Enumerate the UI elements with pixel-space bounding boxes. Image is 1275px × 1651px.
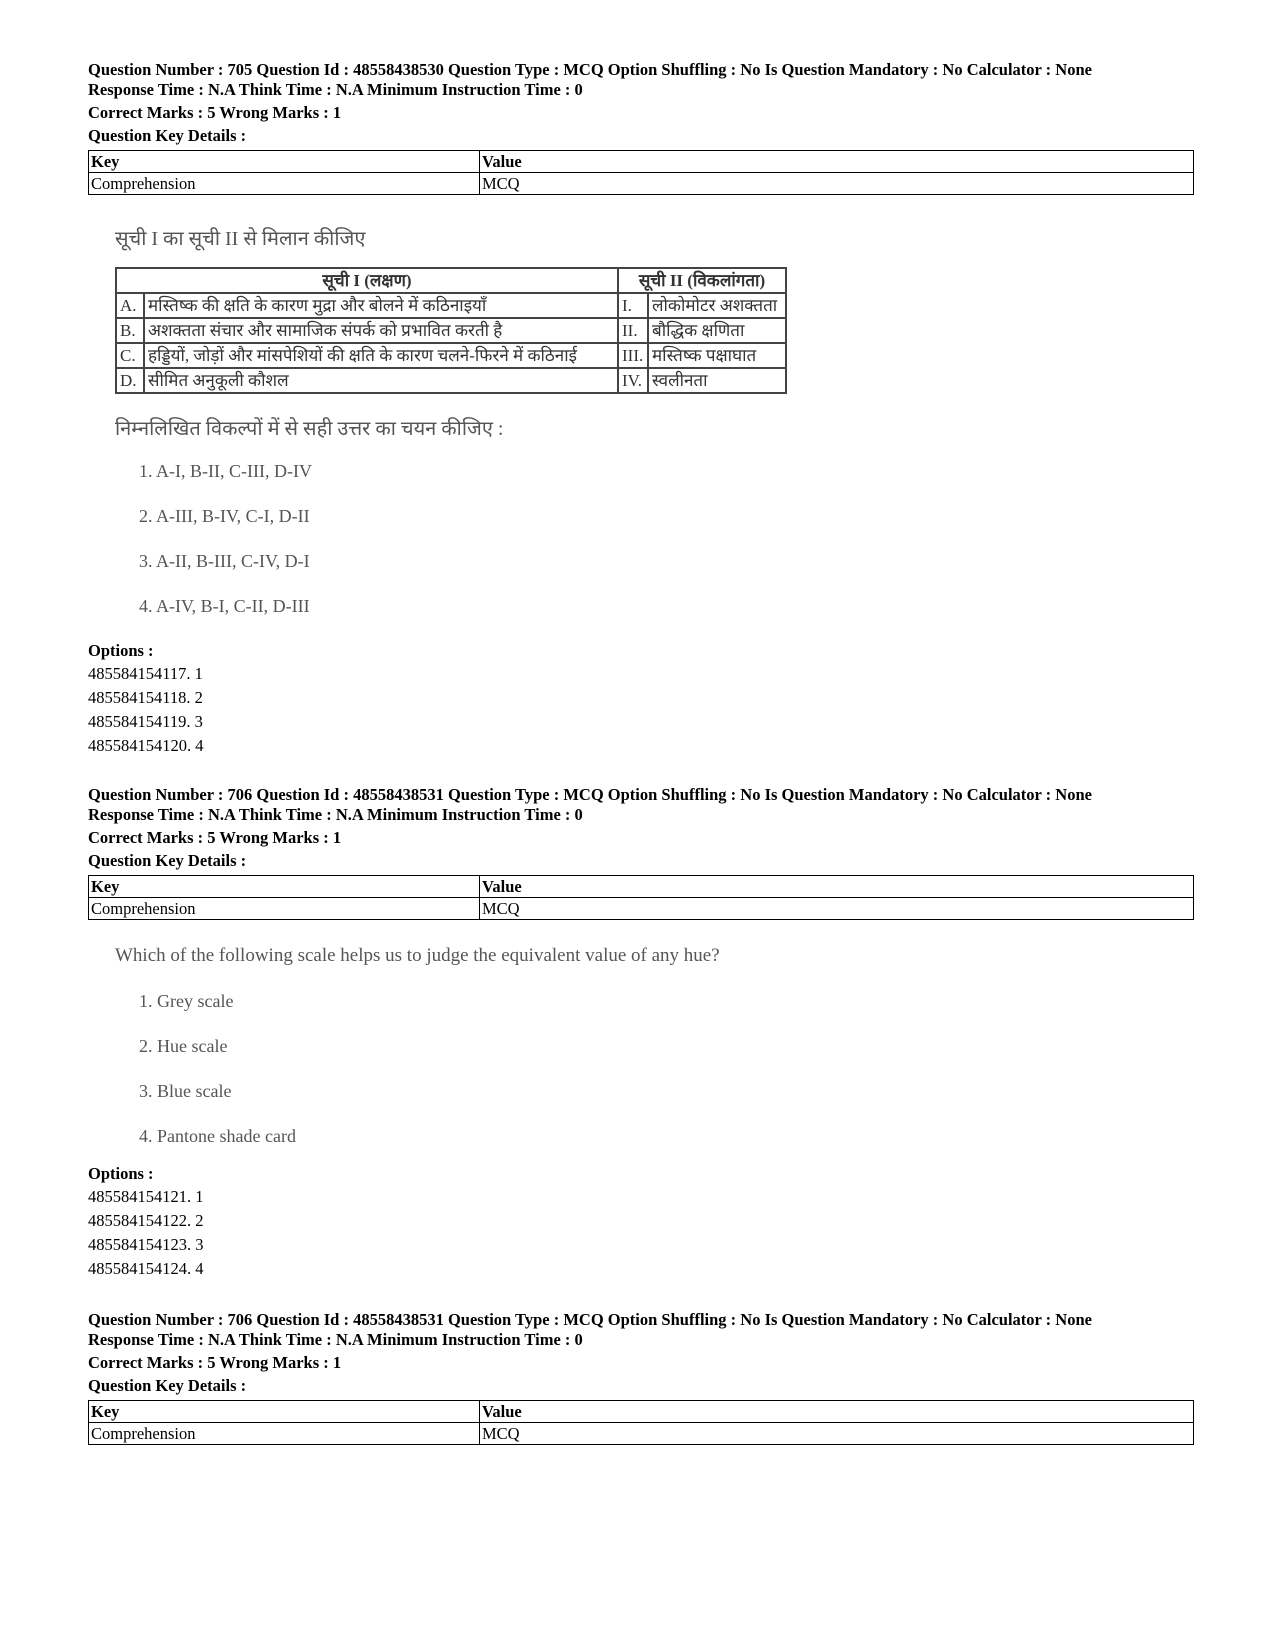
key-table-row	[89, 173, 1194, 195]
question-marks: Correct Marks : 5 Wrong Marks : 1	[88, 103, 342, 122]
question-key-details-label: Question Key Details :	[88, 1376, 247, 1395]
question-timing-line: Response Time : N.A Think Time : N.A Minimum Instruction Time : 0	[88, 1330, 583, 1349]
question-706-repeat-header	[88, 1310, 1193, 1445]
question-key-details-label: Question Key Details :	[88, 851, 247, 870]
match-row-letter: B.	[116, 318, 144, 343]
value-cell: MCQ	[480, 898, 1194, 920]
options-label: Options :	[88, 1164, 154, 1183]
question-key-table	[88, 875, 1194, 920]
option-id-line: 485584154118. 2	[88, 688, 203, 707]
answer-choice: 4. Pantone shade card	[139, 1126, 296, 1146]
question-key-details-label: Question Key Details :	[88, 126, 247, 145]
value-cell: MCQ	[480, 1423, 1194, 1445]
match-row-item: अशक्तता संचार और सामाजिक संपर्क को प्रभावित करती है	[144, 318, 618, 343]
option-id-line: 485584154117. 1	[88, 664, 203, 683]
match-row-numeral: IV.	[618, 368, 648, 393]
match-row-numeral: II.	[618, 318, 648, 343]
option-id-line: 485584154120. 4	[88, 736, 204, 755]
question-prompt: Which of the following scale helps us to judge the equivalent value of any hue?	[115, 945, 720, 966]
question-marks: Correct Marks : 5 Wrong Marks : 1	[88, 1353, 342, 1372]
match-row	[116, 368, 786, 393]
match-row-value: मस्तिष्क पक्षाघात	[648, 343, 786, 368]
question-706-header	[88, 785, 1193, 920]
match-table	[115, 267, 787, 394]
answer-choice: 3. A-II, B-III, C-IV, D-I	[139, 551, 310, 571]
question-meta-line: Question Number : 705 Question Id : 48558438530 Question Type : MCQ Option Shuffling : No Is Question Mandatory : No Calculator : None	[88, 60, 1092, 79]
question-prompt: सूची I का सूची II से मिलान कीजिए	[115, 228, 366, 250]
question-timing-line: Response Time : N.A Think Time : N.A Minimum Instruction Time : 0	[88, 805, 583, 824]
answer-choice: 3. Blue scale	[139, 1081, 232, 1101]
key-table-row	[89, 1423, 1194, 1445]
list-1-header: सूची I (लक्षण)	[116, 268, 618, 293]
question-705-content	[115, 224, 787, 639]
match-row-value: बौद्धिक क्षणिता	[648, 318, 786, 343]
option-id-line: 485584154124. 4	[88, 1259, 204, 1278]
key-header: Key	[89, 876, 480, 898]
match-row-letter: C.	[116, 343, 144, 368]
match-row	[116, 343, 786, 368]
match-row-letter: D.	[116, 368, 144, 393]
question-706-options	[88, 1163, 1193, 1281]
question-meta-line: Question Number : 706 Question Id : 48558438531 Question Type : MCQ Option Shuffling : No Is Question Mandatory : No Calculator : None	[88, 785, 1092, 804]
answer-choice: 4. A-IV, B-I, C-II, D-III	[139, 596, 310, 616]
match-row	[116, 293, 786, 318]
options-label: Options :	[88, 641, 154, 660]
match-row-value: स्वलीनता	[648, 368, 786, 393]
question-sub-prompt: निम्नलिखित विकल्पों में से सही उत्तर का चयन कीजिए :	[115, 418, 504, 440]
option-id-line: 485584154119. 3	[88, 712, 203, 731]
match-row-item: सीमित अनुकूली कौशल	[144, 368, 618, 393]
match-row-numeral: I.	[618, 293, 648, 318]
question-key-table	[88, 150, 1194, 195]
question-705-options	[88, 640, 1193, 758]
key-header: Key	[89, 151, 480, 173]
key-cell: Comprehension	[89, 1423, 480, 1445]
value-header: Value	[480, 1401, 1194, 1423]
match-table-header	[116, 268, 786, 293]
key-table-header-row	[89, 1401, 1194, 1423]
value-cell: MCQ	[480, 173, 1194, 195]
list-2-header: सूची II (विकलांगता)	[618, 268, 786, 293]
question-timing-line: Response Time : N.A Think Time : N.A Minimum Instruction Time : 0	[88, 80, 583, 99]
match-row	[116, 318, 786, 343]
key-cell: Comprehension	[89, 173, 480, 195]
question-marks: Correct Marks : 5 Wrong Marks : 1	[88, 828, 342, 847]
answer-choice: 2. Hue scale	[139, 1036, 228, 1056]
match-row-item: हड्डियों, जोड़ों और मांसपेशियों की क्षति के कारण चलने-फिरने में कठिनाई	[144, 343, 618, 368]
key-table-row	[89, 898, 1194, 920]
match-row-value: लोकोमोटर अशक्तता	[648, 293, 786, 318]
option-id-line: 485584154123. 3	[88, 1235, 204, 1254]
option-id-line: 485584154122. 2	[88, 1211, 204, 1230]
answer-choice: 1. Grey scale	[139, 991, 234, 1011]
key-table-header-row	[89, 876, 1194, 898]
answer-choice: 2. A-III, B-IV, C-I, D-II	[139, 506, 310, 526]
value-header: Value	[480, 151, 1194, 173]
match-row-item: मस्तिष्क की क्षति के कारण मुद्रा और बोलने में कठिनाइयाँ	[144, 293, 618, 318]
key-table-header-row	[89, 151, 1194, 173]
option-id-line: 485584154121. 1	[88, 1187, 204, 1206]
match-row-letter: A.	[116, 293, 144, 318]
key-cell: Comprehension	[89, 898, 480, 920]
question-meta-line: Question Number : 706 Question Id : 48558438531 Question Type : MCQ Option Shuffling : No Is Question Mandatory : No Calculator : None	[88, 1310, 1092, 1329]
question-705-header	[88, 60, 1193, 195]
answer-choice: 1. A-I, B-II, C-III, D-IV	[139, 461, 312, 481]
question-key-table	[88, 1400, 1194, 1445]
value-header: Value	[480, 876, 1194, 898]
question-706-content	[115, 945, 720, 1169]
match-row-numeral: III.	[618, 343, 648, 368]
key-header: Key	[89, 1401, 480, 1423]
